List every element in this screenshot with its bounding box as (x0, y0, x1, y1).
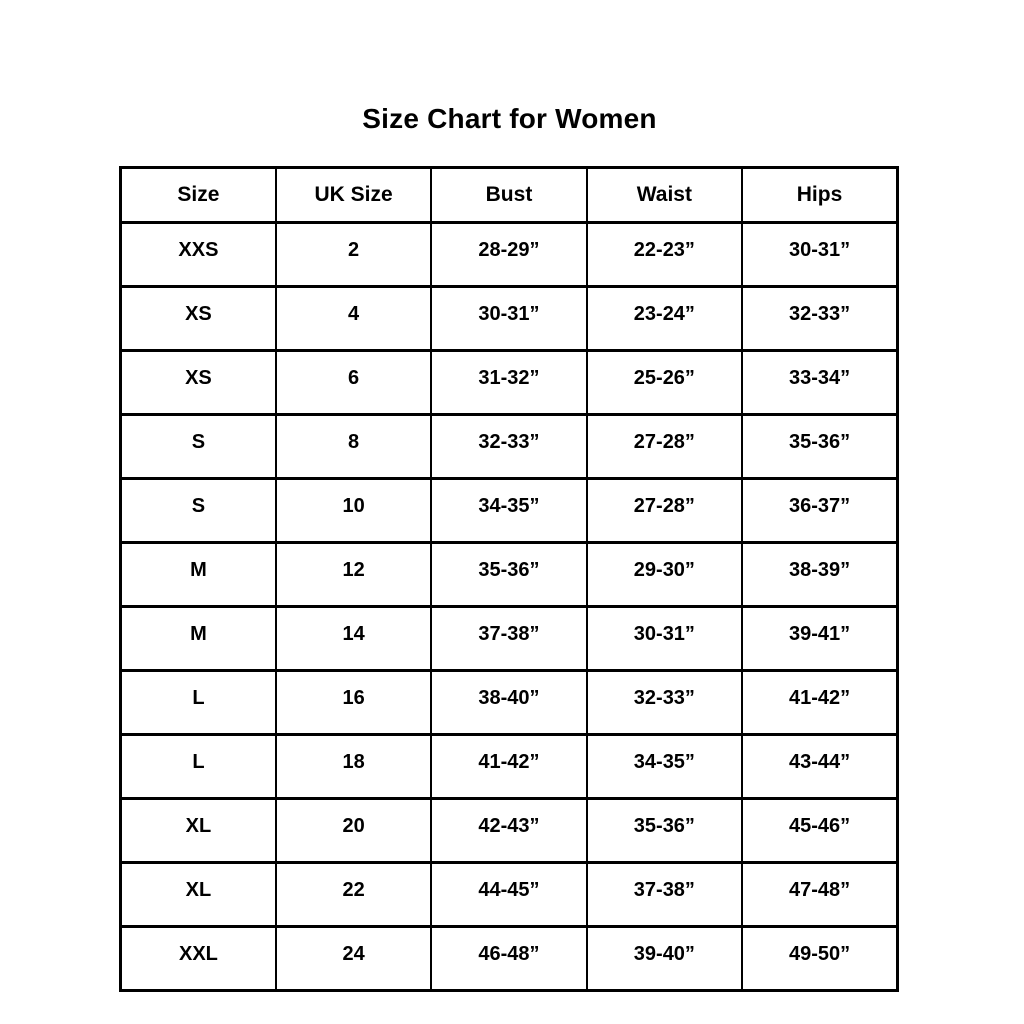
table-cell: 38-39” (742, 543, 897, 607)
column-header: Size (121, 168, 276, 223)
table-cell: 34-35” (431, 479, 586, 543)
table-cell: 45-46” (742, 799, 897, 863)
table-row (121, 287, 898, 351)
table-row (121, 927, 898, 991)
header-row (121, 168, 898, 223)
table-cell: XS (121, 287, 276, 351)
table-row (121, 351, 898, 415)
table-row (121, 415, 898, 479)
column-header: UK Size (276, 168, 431, 223)
column-header: Hips (742, 168, 897, 223)
table-cell: 34-35” (587, 735, 742, 799)
table-cell: XXL (121, 927, 276, 991)
table-cell: 27-28” (587, 415, 742, 479)
table-cell: M (121, 607, 276, 671)
table-cell: 27-28” (587, 479, 742, 543)
table-cell: 39-41” (742, 607, 897, 671)
table-cell: 49-50” (742, 927, 897, 991)
table-cell: 32-33” (431, 415, 586, 479)
table-cell: L (121, 735, 276, 799)
table-row (121, 479, 898, 543)
size-chart-table (119, 166, 899, 992)
table-cell: 16 (276, 671, 431, 735)
table-cell: 18 (276, 735, 431, 799)
table-cell: 22-23” (587, 223, 742, 287)
table-cell: 22 (276, 863, 431, 927)
table-cell: 25-26” (587, 351, 742, 415)
table-cell: 4 (276, 287, 431, 351)
table-row (121, 223, 898, 287)
table-cell: 37-38” (431, 607, 586, 671)
table-cell: 38-40” (431, 671, 586, 735)
table-cell: 43-44” (742, 735, 897, 799)
table-cell: 41-42” (431, 735, 586, 799)
table-row (121, 543, 898, 607)
table-cell: XXS (121, 223, 276, 287)
table-cell: 44-45” (431, 863, 586, 927)
table-cell: XL (121, 863, 276, 927)
size-chart-header (121, 168, 898, 223)
table-cell: 30-31” (431, 287, 586, 351)
table-cell: L (121, 671, 276, 735)
table-cell: 30-31” (587, 607, 742, 671)
table-cell: 46-48” (431, 927, 586, 991)
table-cell: 42-43” (431, 799, 586, 863)
table-cell: XL (121, 799, 276, 863)
table-row (121, 671, 898, 735)
table-cell: 20 (276, 799, 431, 863)
table-cell: 32-33” (587, 671, 742, 735)
table-cell: S (121, 415, 276, 479)
page-title: Size Chart for Women (362, 103, 657, 134)
table-cell: 32-33” (742, 287, 897, 351)
table-row (121, 799, 898, 863)
table-cell: 10 (276, 479, 431, 543)
size-chart-body (121, 223, 898, 991)
column-header: Bust (431, 168, 586, 223)
table-cell: 37-38” (587, 863, 742, 927)
table-cell: 30-31” (742, 223, 897, 287)
table-row (121, 607, 898, 671)
table-cell: 12 (276, 543, 431, 607)
table-cell: 24 (276, 927, 431, 991)
table-cell: 47-48” (742, 863, 897, 927)
table-cell: 2 (276, 223, 431, 287)
table-cell: S (121, 479, 276, 543)
table-cell: 6 (276, 351, 431, 415)
table-cell: 33-34” (742, 351, 897, 415)
table-cell: 39-40” (587, 927, 742, 991)
table-row (121, 735, 898, 799)
table-cell: 23-24” (587, 287, 742, 351)
table-cell: 29-30” (587, 543, 742, 607)
table-cell: 31-32” (431, 351, 586, 415)
table-cell: 8 (276, 415, 431, 479)
table-cell: 28-29” (431, 223, 586, 287)
table-cell: 36-37” (742, 479, 897, 543)
table-cell: XS (121, 351, 276, 415)
column-header: Waist (587, 168, 742, 223)
table-cell: M (121, 543, 276, 607)
table-cell: 35-36” (431, 543, 586, 607)
table-cell: 41-42” (742, 671, 897, 735)
table-cell: 35-36” (742, 415, 897, 479)
table-row (121, 863, 898, 927)
table-cell: 35-36” (587, 799, 742, 863)
table-cell: 14 (276, 607, 431, 671)
